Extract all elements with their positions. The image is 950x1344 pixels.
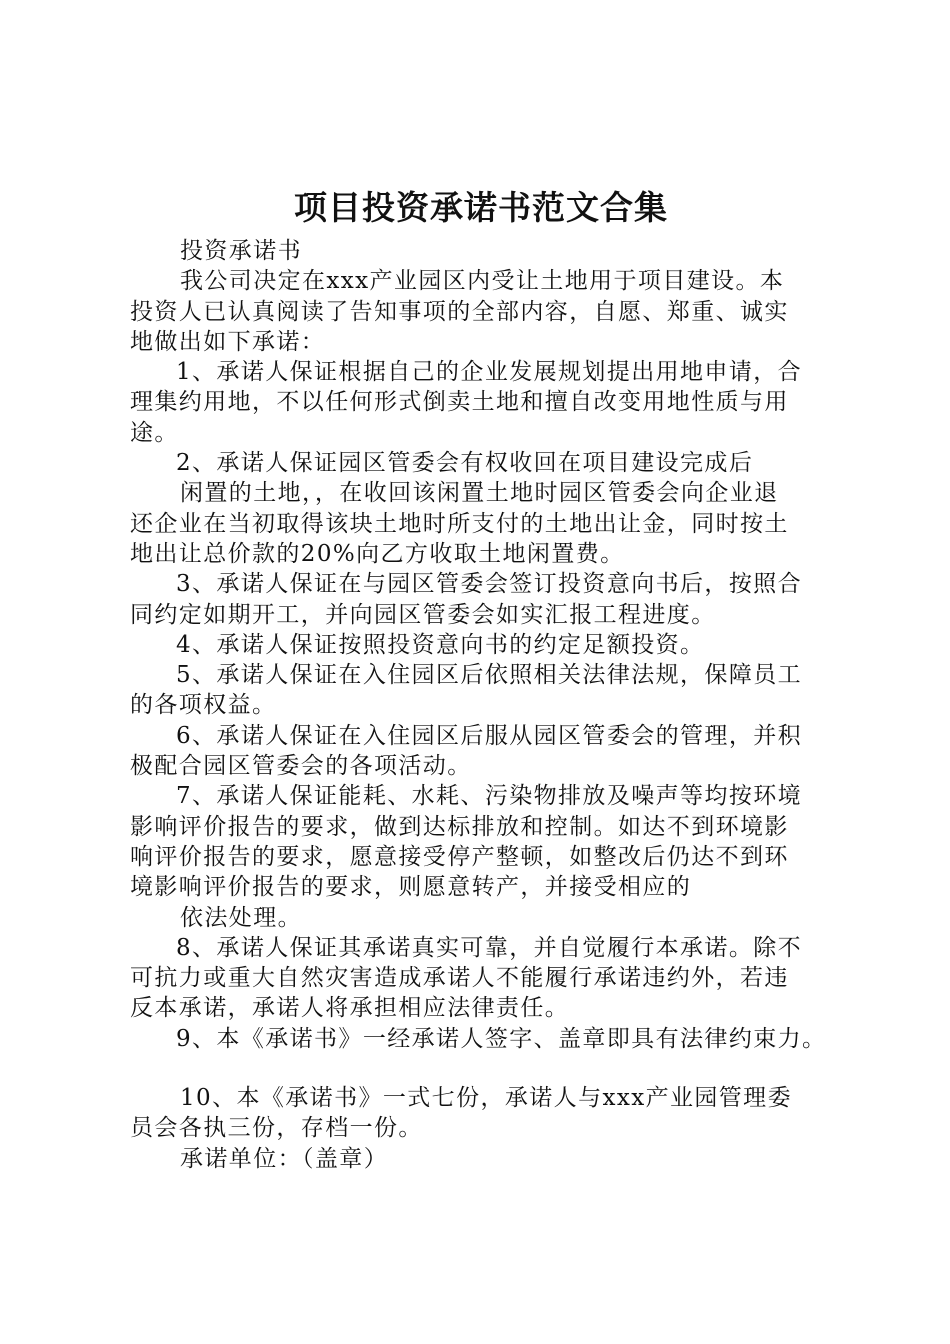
- body-line: 地出让总价款的20%向乙方收取土地闲置费。: [130, 540, 625, 567]
- body-line: 可抗力或重大自然灾害造成承诺人不能履行承诺违约外，若违: [130, 965, 789, 992]
- body-line: 同约定如期开工，并向园区管委会如实汇报工程进度。: [130, 601, 716, 628]
- section-heading: 投资承诺书: [180, 238, 302, 264]
- paragraph-gap: [130, 1054, 840, 1083]
- body-line: 1、承诺人保证根据自己的企业发展规划提出用地申请，合: [176, 359, 803, 386]
- document-title: 项目投资承诺书范文合集: [294, 188, 668, 227]
- body-line: 9、本《承诺书》一经承诺人签字、盖章即具有法律约束力。: [176, 1025, 827, 1052]
- body-line: 境影响评价报告的要求，则愿意转产，并接受相应的: [130, 874, 692, 901]
- body-line: 理集约用地，不以任何形式倒卖土地和擅自改变用地性质与用: [130, 389, 789, 416]
- body-line: 影响评价报告的要求，做到达标排放和控制。如达不到环境影: [130, 813, 789, 840]
- signature-line: 承诺单位：（盖章）: [180, 1145, 389, 1172]
- body-line: 的各项权益。: [130, 692, 277, 719]
- body-line: 6、承诺人保证在入住园区后服从园区管委会的管理，并积: [176, 722, 803, 749]
- body-line: 地做出如下承诺：: [130, 328, 326, 355]
- body-line: 7、承诺人保证能耗、水耗、污染物排放及噪声等均按环境: [176, 783, 803, 810]
- body-line: 响评价报告的要求，愿意接受停产整顿，如整改后仍达不到环: [130, 843, 789, 870]
- body-line: 还企业在当初取得该块土地时所支付的土地出让金，同时按土: [130, 510, 789, 537]
- body-line: 4、承诺人保证按照投资意向书的约定足额投资。: [176, 631, 705, 658]
- body-line: 10、本《承诺书》一式七份，承诺人与xxx产业园管理委: [180, 1085, 792, 1112]
- body-line: 员会各执三份，存档一份。: [130, 1115, 423, 1142]
- body-line: 极配合园区管委会的各项活动。: [130, 753, 472, 780]
- body-line: 闲置的土地，，在收回该闲置土地时园区管委会向企业退: [180, 480, 779, 507]
- body-line: 依法处理。: [180, 904, 302, 931]
- body-line: 我公司决定在xxx产业园区内受让土地用于项目建设。本: [180, 268, 785, 295]
- body-line: 投资人已认真阅读了告知事项的全部内容，自愿、郑重、诚实: [130, 298, 789, 325]
- document-body: [130, 236, 840, 1174]
- body-line: 3、承诺人保证在与园区管委会签订投资意向书后，按照合: [176, 571, 803, 598]
- body-line: 途。: [130, 419, 179, 446]
- body-line: 8、承诺人保证其承诺真实可靠，并自觉履行本承诺。除不: [176, 934, 803, 961]
- body-line: 5、承诺人保证在入住园区后依照相关法律法规，保障员工: [176, 662, 803, 689]
- body-line: 2、承诺人保证园区管委会有权收回在项目建设完成后: [176, 450, 754, 477]
- body-line: 反本承诺，承诺人将承担相应法律责任。: [130, 995, 570, 1022]
